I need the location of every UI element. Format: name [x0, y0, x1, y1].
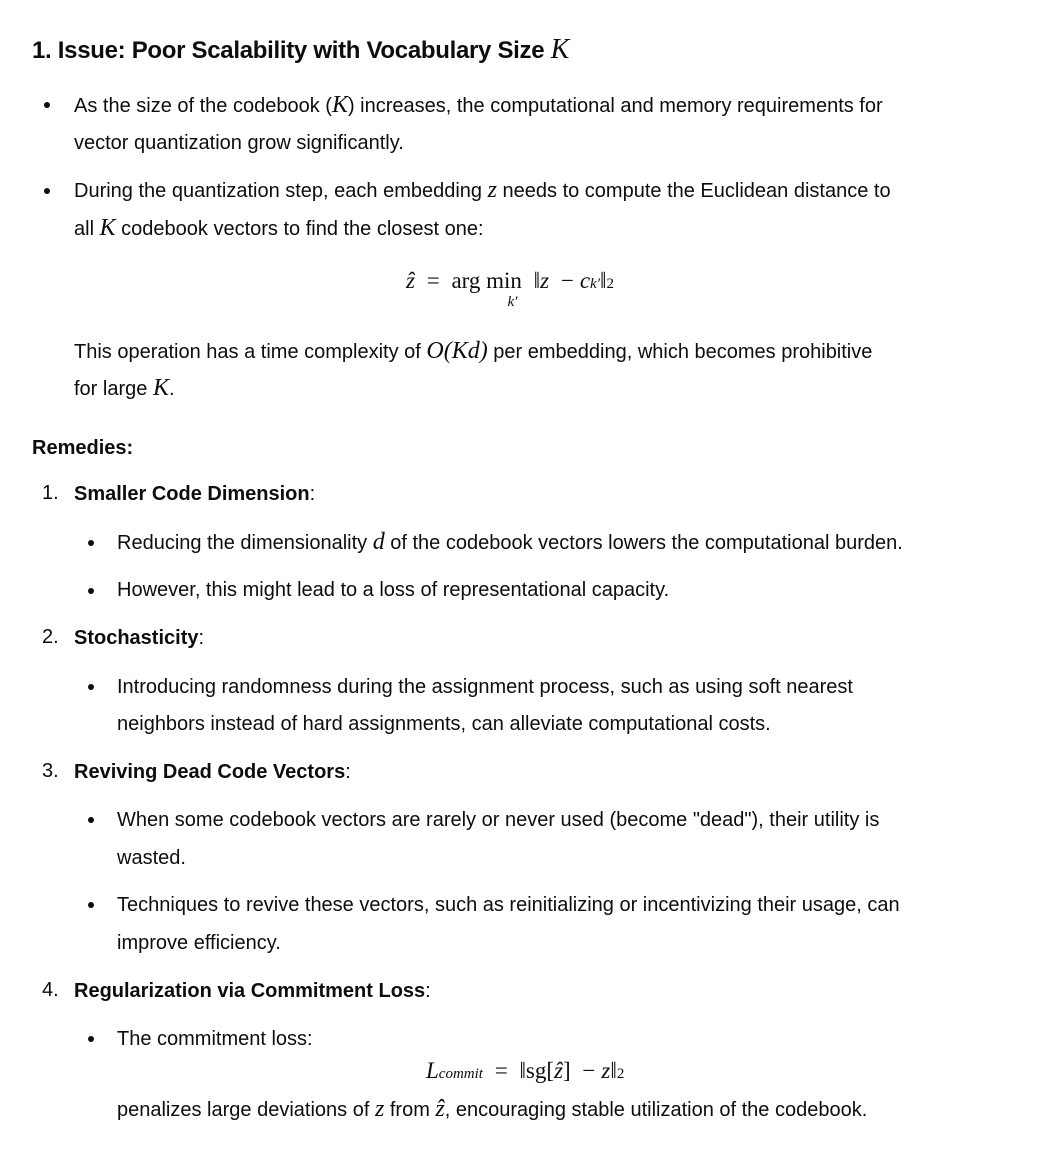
remedy-1-bullet-2: However, this might lead to a loss of representational capacity. — [117, 579, 670, 601]
issue-bullet-1-line2: vector quantization grow significantly. — [74, 132, 404, 154]
remedy-3-bullet-2-line1: Techniques to revive these vectors, such as reinitializing or incentivizing their usage, can — [117, 894, 900, 916]
remedy-number: 1. — [42, 482, 59, 504]
bullet-dot — [44, 102, 50, 108]
remedy-3-bullet-1-line1: When some codebook vectors are rarely or never used (become "dead"), their utility is — [117, 809, 880, 831]
remedy-2-bullet-1-line2: neighbors instead of hard assignments, can alleviate computational costs. — [117, 713, 771, 735]
remedy-number: 4. — [42, 979, 59, 1001]
section-heading — [32, 34, 569, 66]
remedy-number: 2. — [42, 626, 59, 648]
bullet-dot — [88, 684, 94, 690]
bullet-dot — [88, 902, 94, 908]
equation-commitment-loss: Lcommit = ‖sg[ẑ] − z‖2 — [426, 1058, 625, 1083]
remedy-4-bullet-1: The commitment loss: — [117, 1028, 313, 1050]
heading-text: 1. Issue: Poor Scalability with Vocabulary Size — [32, 37, 551, 64]
equation-argmin: ẑ = arg min k′ ‖z − ck′‖2 — [406, 268, 614, 310]
bullet-dot — [88, 817, 94, 823]
issue-bullet-1-line1: As the size of the codebook (K) increases, the computational and memory requirements for — [74, 92, 883, 118]
bullet-dot — [44, 188, 50, 194]
remedy-2-title: Stochasticity: — [74, 627, 205, 649]
complexity-line1: This operation has a time complexity of O(Kd) per embedding, which becomes prohibitive — [74, 338, 873, 364]
remedy-number: 3. — [42, 760, 59, 782]
remedy-2-bullet-1-line1: Introducing randomness during the assignment process, such as using soft nearest — [117, 676, 853, 698]
remedy-4-title: Regularization via Commitment Loss: — [74, 980, 431, 1002]
issue-bullet-2-line1: During the quantization step, each embedding z needs to compute the Euclidean distance to — [74, 177, 891, 203]
remedy-1-title: Smaller Code Dimension: — [74, 483, 316, 505]
bullet-dot — [88, 588, 94, 594]
bullet-dot — [88, 1036, 94, 1042]
heading-math-k: K — [550, 34, 570, 65]
complexity-line2: for large K. — [74, 375, 175, 401]
commitment-description: penalizes large deviations of z from ẑ, encouraging stable utilization of the codebook. — [117, 1096, 868, 1122]
bullet-dot — [88, 540, 94, 546]
remedies-label: Remedies: — [32, 437, 134, 459]
issue-bullet-2-line2: all K codebook vectors to find the closest one: — [74, 215, 484, 241]
remedy-1-bullet-1: Reducing the dimensionality d of the codebook vectors lowers the computational burden. — [117, 529, 903, 555]
remedy-3-title: Reviving Dead Code Vectors: — [74, 761, 351, 783]
remedy-3-bullet-2-line2: improve efficiency. — [117, 932, 281, 954]
remedy-3-bullet-1-line2: wasted. — [117, 847, 186, 869]
